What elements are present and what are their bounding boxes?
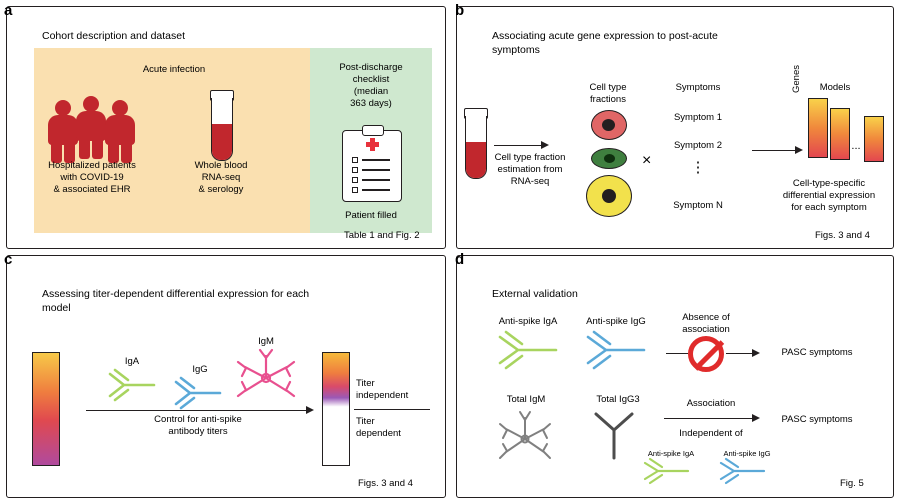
panel-c-title-line1: Assessing titer-dependent differential expression for each (42, 288, 310, 300)
model-bar-1 (808, 98, 828, 158)
small-igg-icon (716, 458, 772, 484)
anti-spike-igg-label: Anti-spike IgG (586, 316, 646, 327)
clipboard-icon (342, 130, 402, 202)
panel-c-title-line2: model (42, 302, 71, 314)
anti-spike-igg-icon (580, 330, 652, 370)
panel-b-result-line2: differential expression (782, 190, 876, 201)
control-line2: antibody titers (168, 426, 228, 437)
titer-divider (354, 409, 430, 410)
cell-red-icon (591, 110, 627, 140)
titer-independent-line2: independent (356, 390, 409, 401)
no-association-icon (688, 336, 724, 372)
absence-line2: association (682, 324, 730, 335)
total-igg3-label: Total IgG3 (596, 394, 640, 405)
panel-c-footnote: Figs. 3 and 4 (358, 478, 413, 489)
estimation-line2: estimation from (497, 164, 563, 175)
control-arrow-line (86, 410, 308, 411)
panel-a-title: Cohort description and dataset (42, 30, 186, 42)
symptom-2: Symptom 2 (673, 140, 723, 151)
total-igm-label: Total IgM (506, 394, 546, 405)
igg-label: IgG (192, 364, 208, 375)
patient-filled-label: Patient filled (345, 210, 397, 221)
panel-b-footnote: Figs. 3 and 4 (815, 230, 870, 241)
igm-antibody-icon (228, 348, 304, 408)
blood-label-line2: RNA-seq (201, 172, 241, 183)
small-anti-spike-igg-label: Anti-spike IgG (723, 449, 771, 458)
models-header: Models (819, 82, 851, 93)
cell-green-icon (591, 148, 627, 169)
patients-label-line1: Hospitalized patients (48, 160, 136, 171)
pasc-symptoms-top: PASC symptoms (781, 347, 853, 358)
panel-d-letter: d (455, 251, 465, 268)
blood-tube-icon (208, 90, 234, 164)
anti-spike-iga-icon (492, 330, 564, 370)
post-discharge-line2: checklist (352, 74, 390, 85)
iga-label: IgA (124, 356, 140, 367)
blood-label-line1: Whole blood (194, 160, 248, 171)
model-bar-2 (830, 108, 850, 160)
panel-b-title-line2: symptoms (492, 44, 540, 56)
genes-axis-label: Genes (791, 65, 802, 93)
arrow-estimation-head (541, 141, 549, 149)
panel-d-title: External validation (492, 288, 578, 300)
small-anti-spike-iga-label: Anti-spike IgA (647, 449, 695, 458)
model-bar-3 (864, 116, 884, 162)
arrow-models-head (795, 146, 803, 154)
association-label: Association (686, 398, 736, 409)
igm-label: IgM (258, 336, 274, 347)
input-model-bar (32, 352, 60, 466)
control-arrow-head (306, 406, 314, 414)
output-model-bar (322, 352, 350, 466)
panel-b-result-line1: Cell-type-specific (792, 178, 866, 189)
absence-arrow-left (666, 353, 688, 354)
post-discharge-line3: (median (353, 86, 389, 97)
estimation-line3: RNA-seq (510, 176, 550, 187)
panel-b-title-line1: Associating acute gene expression to post-acute (492, 30, 718, 42)
arrow-models-line (752, 150, 796, 151)
panel-a-letter: a (4, 2, 13, 19)
igg-antibody-icon (170, 376, 228, 410)
cell-type-line2: fractions (590, 94, 626, 105)
multiplication-operator: × (642, 152, 652, 169)
absence-arrow-right (726, 353, 754, 354)
total-igm-icon (486, 408, 564, 470)
symptom-1: Symptom 1 (673, 112, 723, 123)
independent-of-label: Independent of (679, 428, 743, 439)
panel-b-letter: b (455, 2, 465, 19)
pasc-symptoms-bottom: PASC symptoms (781, 414, 853, 425)
absence-line1: Absence of (682, 312, 730, 323)
models-ellipsis: ... (851, 140, 861, 152)
post-discharge-line4: 363 days) (350, 98, 392, 109)
panel-a-footnote: Table 1 and Fig. 2 (344, 230, 420, 241)
titer-dependent-line1: Titer (356, 416, 375, 427)
patient-figure-3 (103, 100, 137, 162)
small-iga-icon (640, 458, 696, 484)
titer-dependent-line2: dependent (356, 428, 401, 439)
panel-c-letter: c (4, 251, 13, 268)
post-discharge-line1: Post-discharge (339, 62, 403, 73)
blood-label-line3: & serology (198, 184, 244, 195)
iga-antibody-icon (104, 368, 162, 402)
symptom-n: Symptom N (673, 200, 723, 211)
cell-yellow-icon (586, 175, 632, 217)
panel-b-result-line3: for each symptom (791, 202, 867, 213)
symptoms-header: Symptoms (675, 82, 721, 93)
estimation-line1: Cell type fraction (494, 152, 566, 163)
patients-label-line2: with COVID-19 (60, 172, 124, 183)
anti-spike-iga-label: Anti-spike IgA (498, 316, 558, 327)
titer-independent-line1: Titer (356, 378, 375, 389)
cell-type-line1: Cell type (589, 82, 627, 93)
acute-infection-header: Acute infection (142, 64, 206, 75)
symptom-ellipsis: ⋮ (690, 159, 706, 176)
association-arrow-line (664, 418, 754, 419)
arrow-estimation-line (494, 145, 542, 146)
panel-d-footnote: Fig. 5 (840, 478, 864, 489)
patients-label-line3: & associated EHR (53, 184, 131, 195)
control-line1: Control for anti-spike (154, 414, 242, 425)
